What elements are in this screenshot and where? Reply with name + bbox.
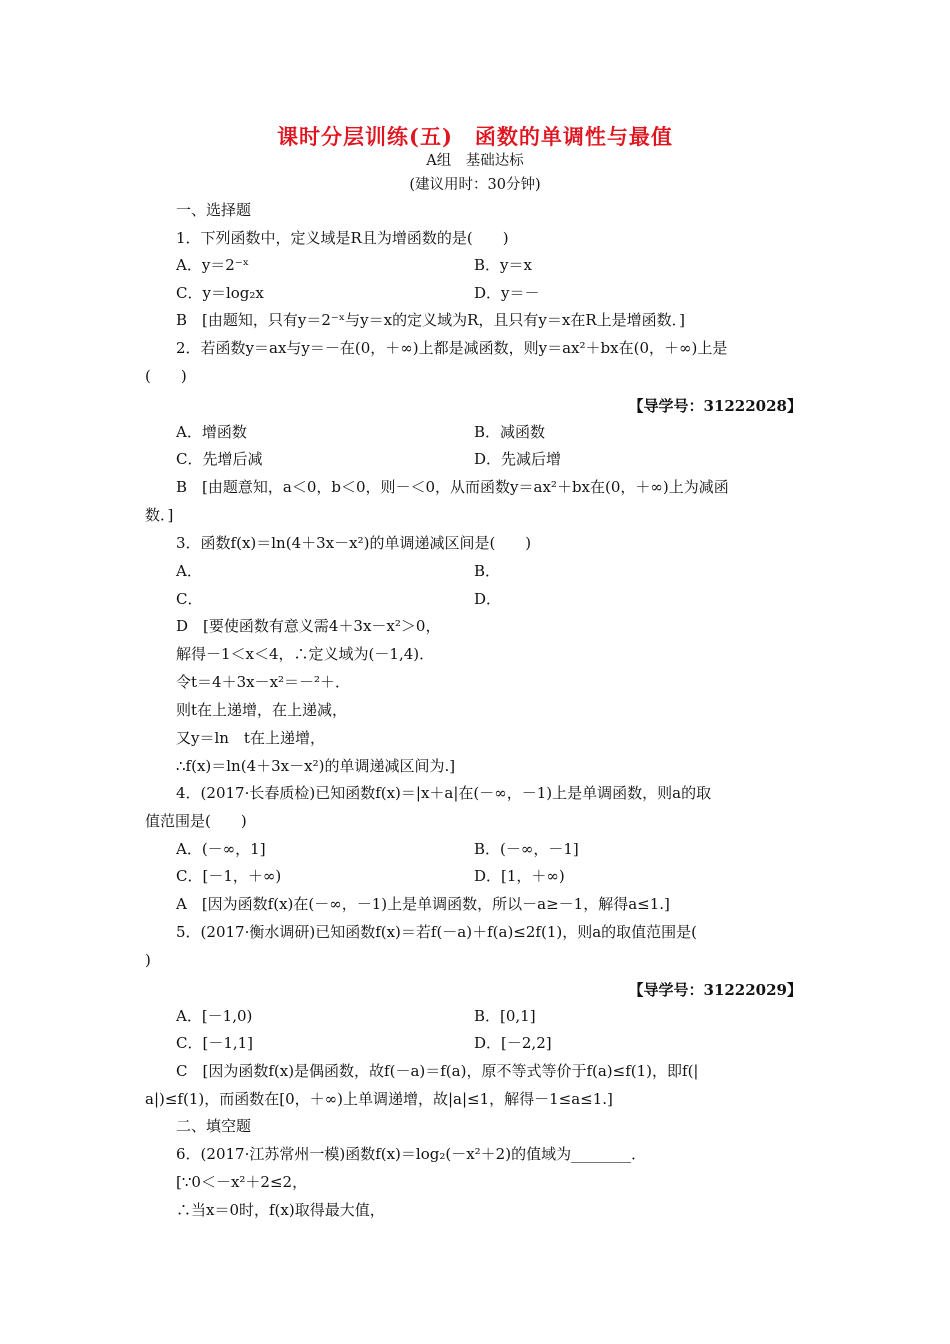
question-2-answer-cont: 数．]: [145, 506, 174, 524]
question-3-answer-3: 令t＝4＋3x－x²＝－²＋．: [176, 673, 351, 691]
time-note: (建议用时：30分钟): [409, 177, 541, 193]
question-1-option-d: D．y＝－: [474, 284, 540, 302]
question-4-option-b: B．(－∞，－1]: [474, 840, 579, 858]
question-1-stem: 1．下列函数中，定义域是R且为增函数的是( ): [176, 229, 509, 247]
question-5-stem-cont: ): [145, 951, 151, 969]
question-5-option-c: C．[－1,1]: [176, 1034, 254, 1052]
question-1-answer: B [由题知，只有y＝2⁻ˣ与y＝x的定义域为R，且只有y＝x在R上是增函数．]: [176, 311, 685, 329]
question-4-option-d: D．[1，＋∞): [474, 867, 565, 885]
question-1-option-c: C．y＝log₂x: [176, 284, 264, 302]
question-3-option-c: C．: [176, 590, 203, 608]
question-2-stem-cont: ( ): [145, 367, 187, 385]
question-6-stem: 6．(2017·江苏常州一模)函数f(x)＝log₂(－x²＋2)的值域为________．: [176, 1145, 647, 1163]
section-heading-choice: 一、选择题: [176, 201, 252, 219]
question-2-option-a: A．增函数: [176, 423, 247, 441]
question-5-option-b: B．[0,1]: [474, 1007, 536, 1025]
question-6-answer-2: ∴当x＝0时，f(x)取得最大值，: [176, 1201, 385, 1219]
question-2-stem: 2．若函数y＝ax与y＝－在(0，＋∞)上都是减函数，则y＝ax²＋bx在(0，＋∞)上是: [176, 339, 728, 357]
question-5-option-a: A．[－1,0): [176, 1007, 253, 1025]
question-3-stem: 3．函数f(x)＝ln(4＋3x－x²)的单调递减区间是( ): [176, 534, 532, 552]
question-5-option-d: D．[－2,2]: [474, 1034, 552, 1052]
question-5-stem: 5．(2017·衡水调研)已知函数f(x)＝若f(－a)＋f(a)≤2f(1)，则a的取值范围是(: [176, 923, 698, 941]
question-4-stem-cont: 值范围是( ): [145, 812, 247, 830]
question-3-option-a: A．: [176, 562, 202, 580]
question-5-answer: C [因为函数f(x)是偶函数，故f(－a)＝f(a)，原不等式等价于f(a)≤f(1)，即f(|: [176, 1062, 699, 1080]
question-4-option-a: A．(－∞，1]: [176, 840, 266, 858]
question-4-option-c: C．[－1，＋∞): [176, 867, 282, 885]
question-3-answer-5: 又y＝ln t在上递增，: [176, 729, 325, 747]
group-label: A组 基础达标: [426, 153, 524, 169]
question-3-answer-6: ∴f(x)＝ln(4＋3x－x²)的单调递减区间为.]: [176, 757, 456, 775]
question-1-option-b: B．y＝x: [474, 256, 532, 274]
question-1-option-a: A．y＝2⁻ˣ: [176, 256, 250, 274]
question-3-answer-4: 则t在上递增，在上递减，: [176, 701, 348, 719]
guide-number-2: 【导学号：31222029】: [628, 981, 802, 999]
question-4-answer: A [因为函数f(x)在(－∞，－1)上是单调函数，所以－a≥－1，解得a≤1.]: [176, 895, 670, 913]
question-3-option-b: B．: [474, 562, 501, 580]
question-5-answer-cont: a|)≤f(1)，而函数在[0，＋∞)上单调递增，故|a|≤1，解得－1≤a≤1.]: [145, 1090, 613, 1108]
question-3-answer-1: D [要使函数有意义需4＋3x－x²＞0，: [176, 617, 441, 635]
question-6-answer-1: [∵0＜－x²＋2≤2，: [176, 1173, 308, 1191]
page-title: 课时分层训练(五) 函数的单调性与最值: [277, 124, 673, 149]
question-2-option-d: D．先减后增: [474, 450, 562, 468]
question-4-stem: 4．(2017·长春质检)已知函数f(x)＝|x＋a|在(－∞，－1)上是单调函数，则a的取: [176, 784, 712, 802]
question-2-option-b: B．减函数: [474, 423, 546, 441]
question-2-answer: B [由题意知，a＜0，b＜0，则－＜0，从而函数y＝ax²＋bx在(0，＋∞)上为减函: [176, 478, 729, 496]
section-heading-fill: 二、填空题: [176, 1117, 252, 1135]
question-3-answer-2: 解得－1＜x＜4，∴定义域为(－1,4)．: [176, 645, 435, 663]
question-2-option-c: C．先增后减: [176, 450, 263, 468]
guide-number-1: 【导学号：31222028】: [628, 397, 802, 415]
question-3-option-d: D．: [474, 590, 502, 608]
